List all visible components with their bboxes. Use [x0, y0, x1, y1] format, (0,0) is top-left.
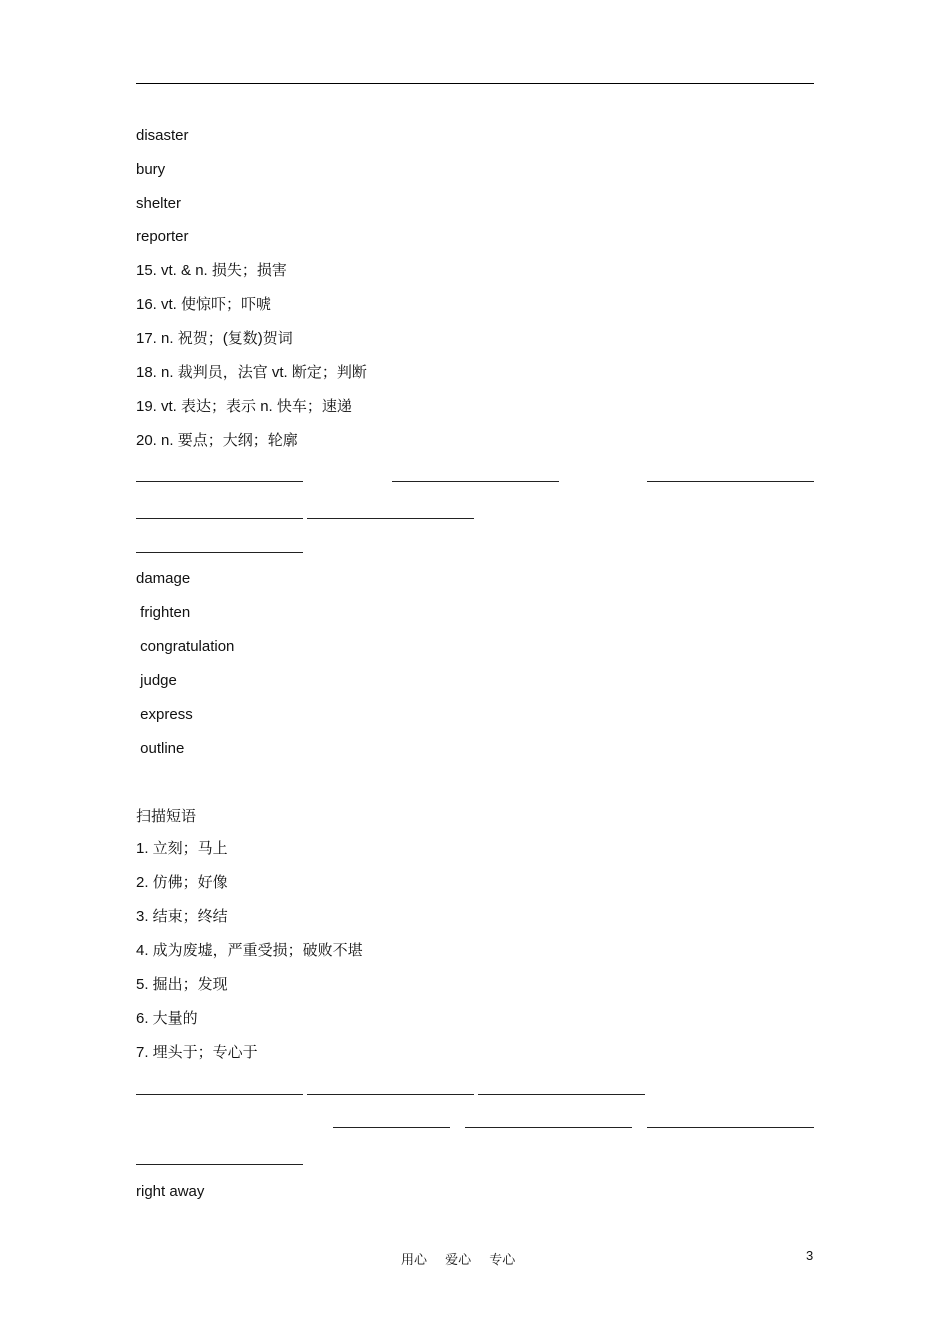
- word-line: shelter: [136, 195, 182, 212]
- definition-item: 17. n. 祝贺；(复数)贺词: [136, 330, 293, 347]
- word-line: reporter: [136, 228, 189, 245]
- word-line: disaster: [136, 127, 189, 144]
- answer-blank: [647, 1127, 814, 1128]
- answer-blank: [478, 1094, 645, 1095]
- phrase-item: 5. 掘出；发现: [136, 976, 228, 993]
- answer-blank: [333, 1127, 450, 1128]
- answer-blank: [136, 481, 303, 482]
- phrase-item: 1. 立刻；马上: [136, 840, 228, 857]
- phrase-item: 4. 成为废墟，严重受损；破败不堪: [136, 942, 363, 959]
- answer-blank: [465, 1127, 632, 1128]
- answer-line: frighten: [136, 604, 191, 621]
- definition-item: 15. vt. & n. 损失；损害: [136, 262, 287, 279]
- phrase-item: 3. 结束；终结: [136, 908, 228, 925]
- section-heading: 扫描短语: [136, 808, 197, 825]
- answer-line: express: [136, 706, 193, 723]
- page-number: 3: [806, 1248, 814, 1263]
- answer-line: damage: [136, 570, 191, 587]
- answer-blank: [136, 1094, 303, 1095]
- phrase-item: 6. 大量的: [136, 1010, 198, 1027]
- footer-text: 用心 爱心 专心: [401, 1253, 516, 1268]
- answer-line: outline: [136, 740, 185, 757]
- definition-item: 19. vt. 表达；表示 n. 快车；速递: [136, 398, 352, 415]
- phrase-item: 7. 埋头于；专心于: [136, 1044, 258, 1061]
- answer-blank: [307, 518, 474, 519]
- answer-line: right away: [136, 1183, 205, 1200]
- answer-line: congratulation: [136, 638, 235, 655]
- definition-item: 16. vt. 使惊吓；吓唬: [136, 296, 272, 313]
- word-line: bury: [136, 161, 166, 178]
- definition-item: 18. n. 裁判员，法官 vt. 断定；判断: [136, 364, 367, 381]
- definition-item: 20. n. 要点；大纲；轮廓: [136, 432, 298, 449]
- answer-line: judge: [136, 672, 177, 689]
- answer-blank: [136, 1164, 303, 1165]
- answer-blank: [307, 1094, 474, 1095]
- header-rule: [136, 83, 814, 84]
- answer-blank: [136, 518, 303, 519]
- answer-blank: [647, 481, 814, 482]
- answer-blank: [392, 481, 559, 482]
- phrase-item: 2. 仿佛；好像: [136, 874, 228, 891]
- answer-blank: [136, 552, 303, 553]
